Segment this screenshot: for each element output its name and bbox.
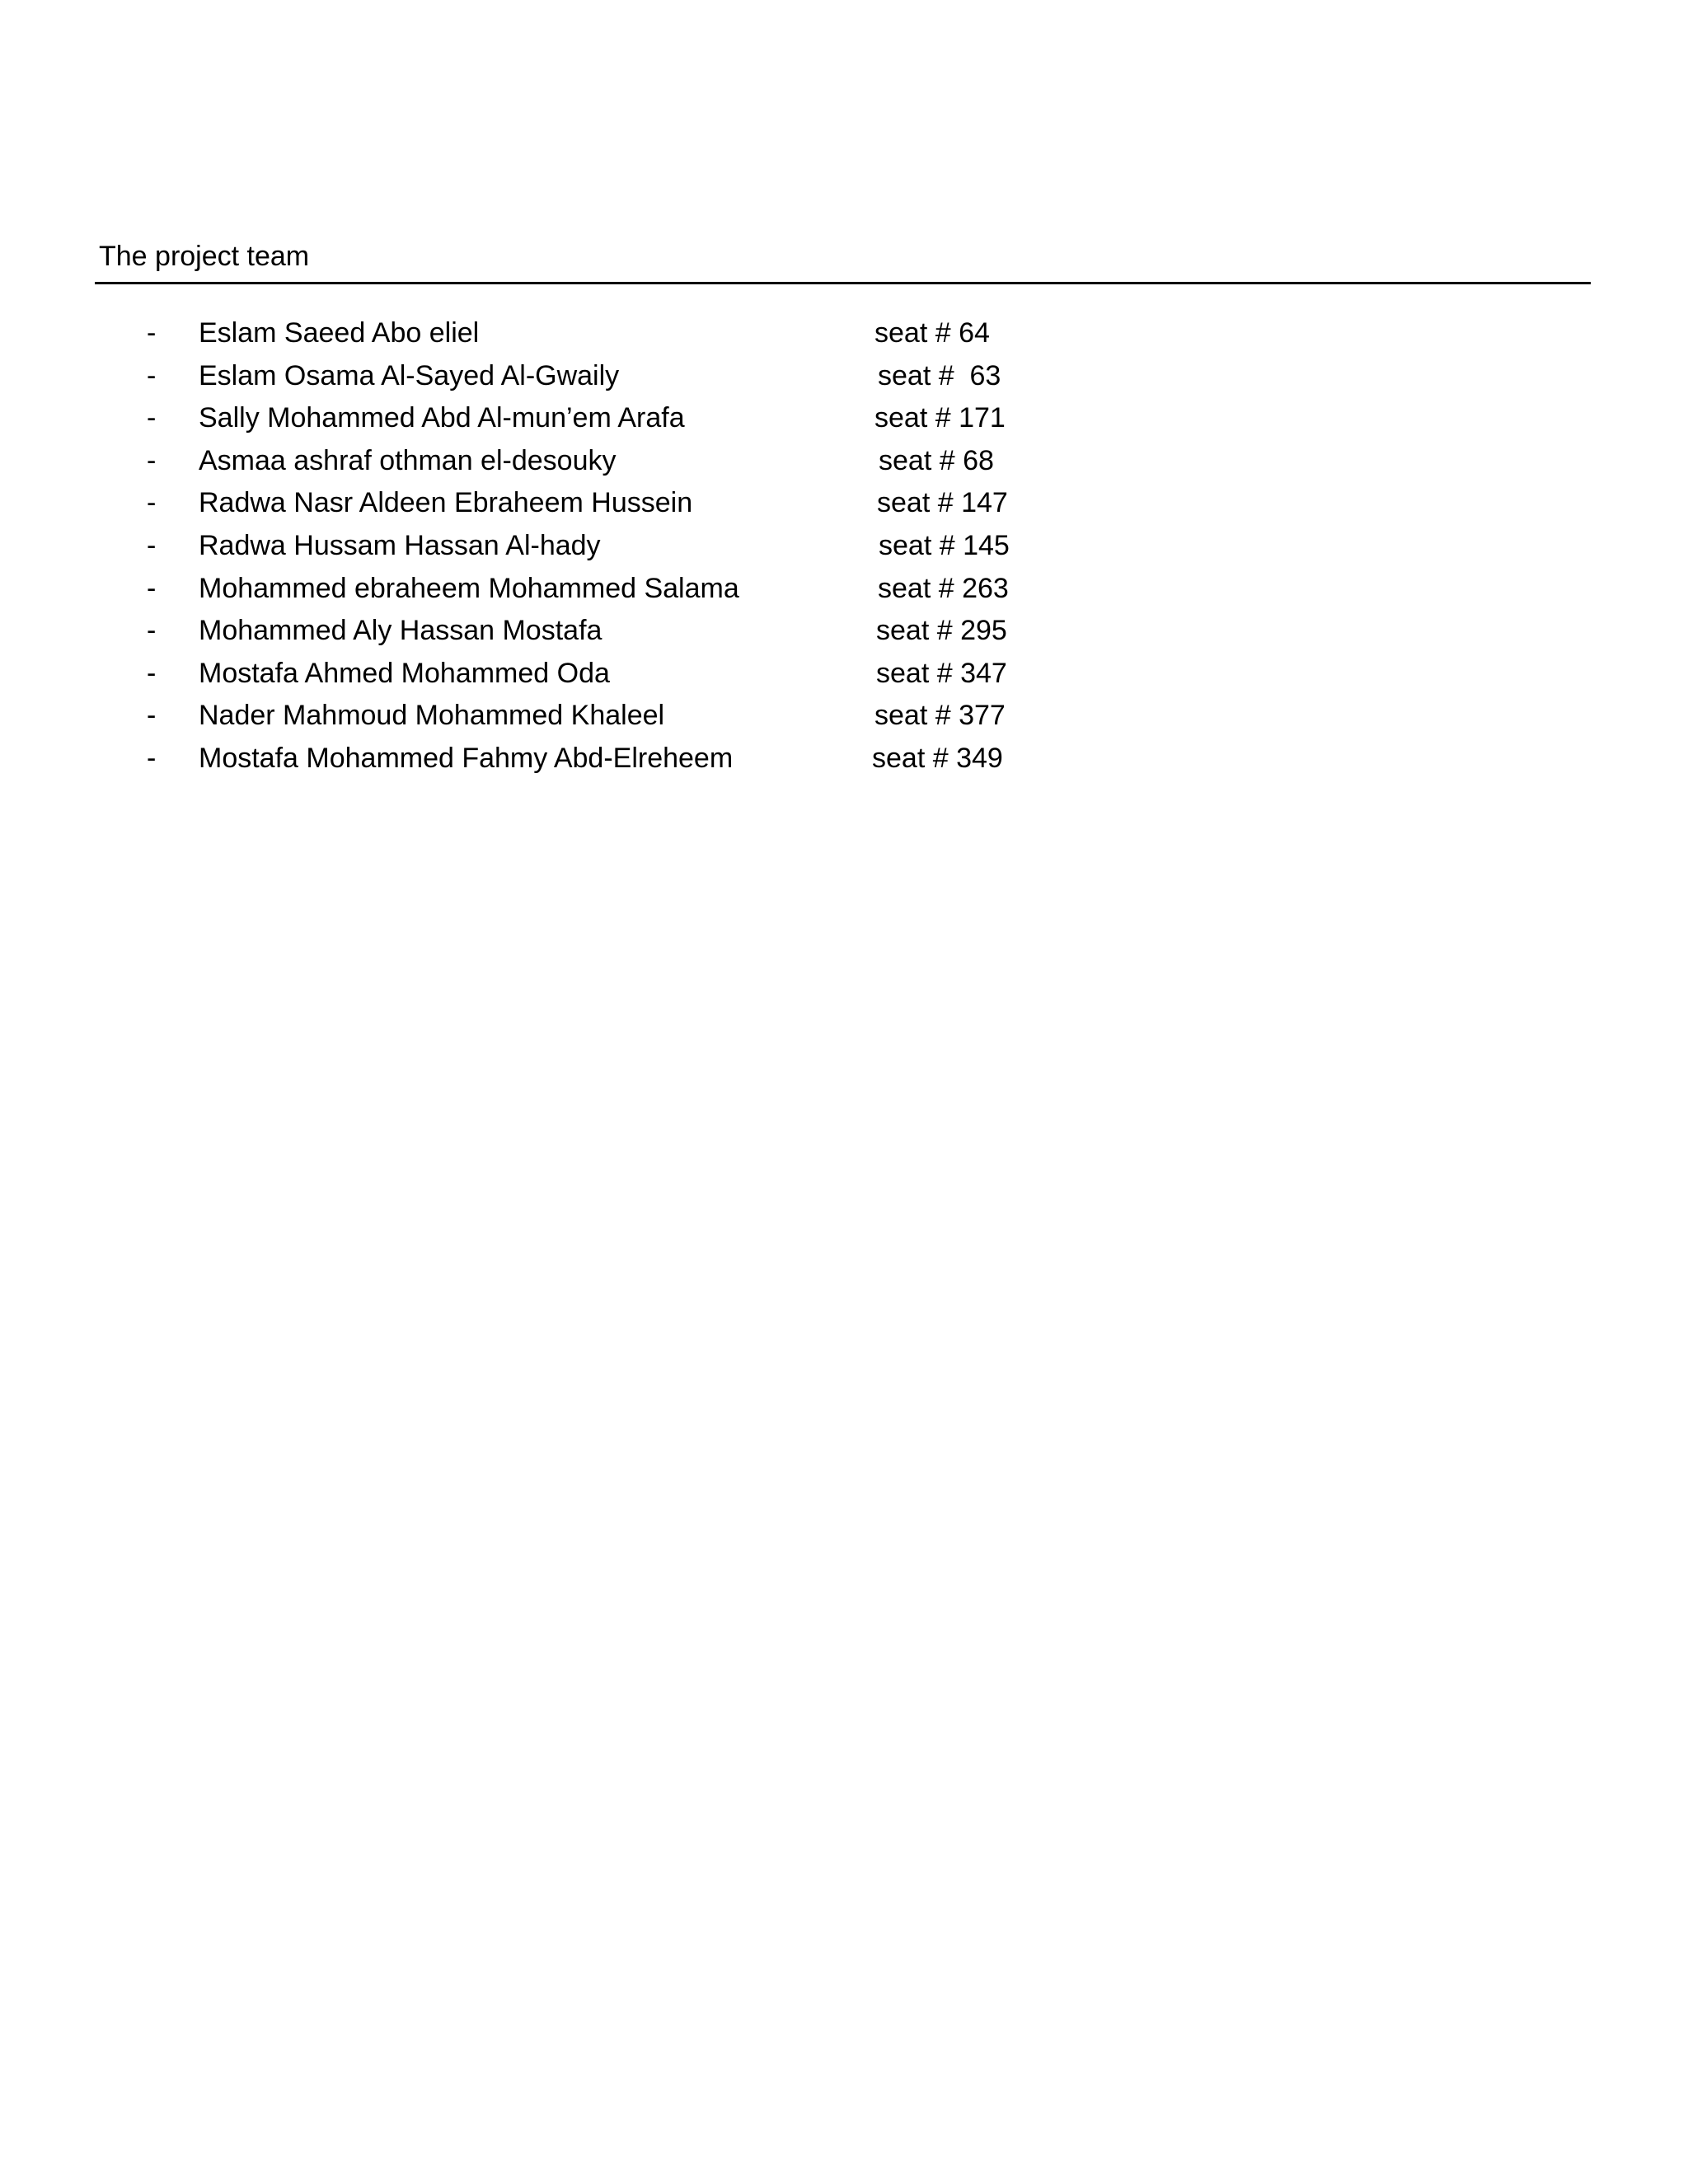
member-name: Radwa Hussam Hassan Al-hady	[199, 529, 601, 561]
list-bullet: -	[147, 700, 157, 732]
team-member-row	[0, 652, 1154, 695]
member-name: Eslam Osama Al-Sayed Al-Gwaily	[199, 359, 620, 391]
list-bullet: -	[147, 529, 157, 561]
section-heading: The project team	[99, 241, 310, 272]
seat-number: seat # 145	[879, 529, 1010, 561]
team-member-row	[0, 354, 1154, 397]
list-bullet: -	[147, 742, 157, 774]
member-name: Mostafa Mohammed Fahmy Abd-Elreheem	[199, 742, 734, 774]
member-name: Asmaa ashraf othman el-desouky	[199, 444, 617, 476]
seat-number: seat # 171	[874, 402, 1006, 434]
list-bullet: -	[147, 572, 157, 604]
team-member-row	[0, 737, 1154, 780]
member-name: Mohammed Aly Hassan Mostafa	[199, 615, 603, 647]
seat-number: seat # 64	[874, 317, 990, 349]
team-member-row	[0, 524, 1154, 567]
list-bullet: -	[147, 487, 157, 519]
member-name: Sally Mohammed Abd Al-mun’em Arafa	[199, 402, 685, 434]
list-bullet: -	[147, 359, 157, 391]
seat-number: seat # 68	[879, 444, 994, 476]
team-member-row	[0, 439, 1154, 482]
list-bullet: -	[147, 615, 157, 647]
member-name: Nader Mahmoud Mohammed Khaleel	[199, 700, 665, 732]
team-member-list	[0, 312, 1154, 780]
seat-number: seat # 347	[876, 657, 1007, 689]
team-member-row	[0, 694, 1154, 737]
seat-number: seat # 147	[877, 487, 1008, 519]
team-member-row	[0, 396, 1154, 439]
heading-divider	[95, 282, 1591, 284]
member-name: Eslam Saeed Abo eliel	[199, 317, 480, 349]
team-member-row	[0, 481, 1154, 524]
team-member-row	[0, 312, 1154, 354]
seat-number: seat # 349	[872, 742, 1003, 774]
list-bullet: -	[147, 657, 157, 689]
seat-number: seat # 377	[874, 700, 1006, 732]
team-member-row	[0, 567, 1154, 610]
list-bullet: -	[147, 317, 157, 349]
list-bullet: -	[147, 402, 157, 434]
seat-number: seat # 63	[878, 359, 1001, 391]
list-bullet: -	[147, 444, 157, 476]
member-name: Mostafa Ahmed Mohammed Oda	[199, 657, 610, 689]
seat-number: seat # 295	[876, 615, 1007, 647]
member-name: Mohammed ebraheem Mohammed Salama	[199, 572, 739, 604]
seat-number: seat # 263	[878, 572, 1009, 604]
member-name: Radwa Nasr Aldeen Ebraheem Hussein	[199, 487, 693, 519]
team-member-row	[0, 609, 1154, 652]
